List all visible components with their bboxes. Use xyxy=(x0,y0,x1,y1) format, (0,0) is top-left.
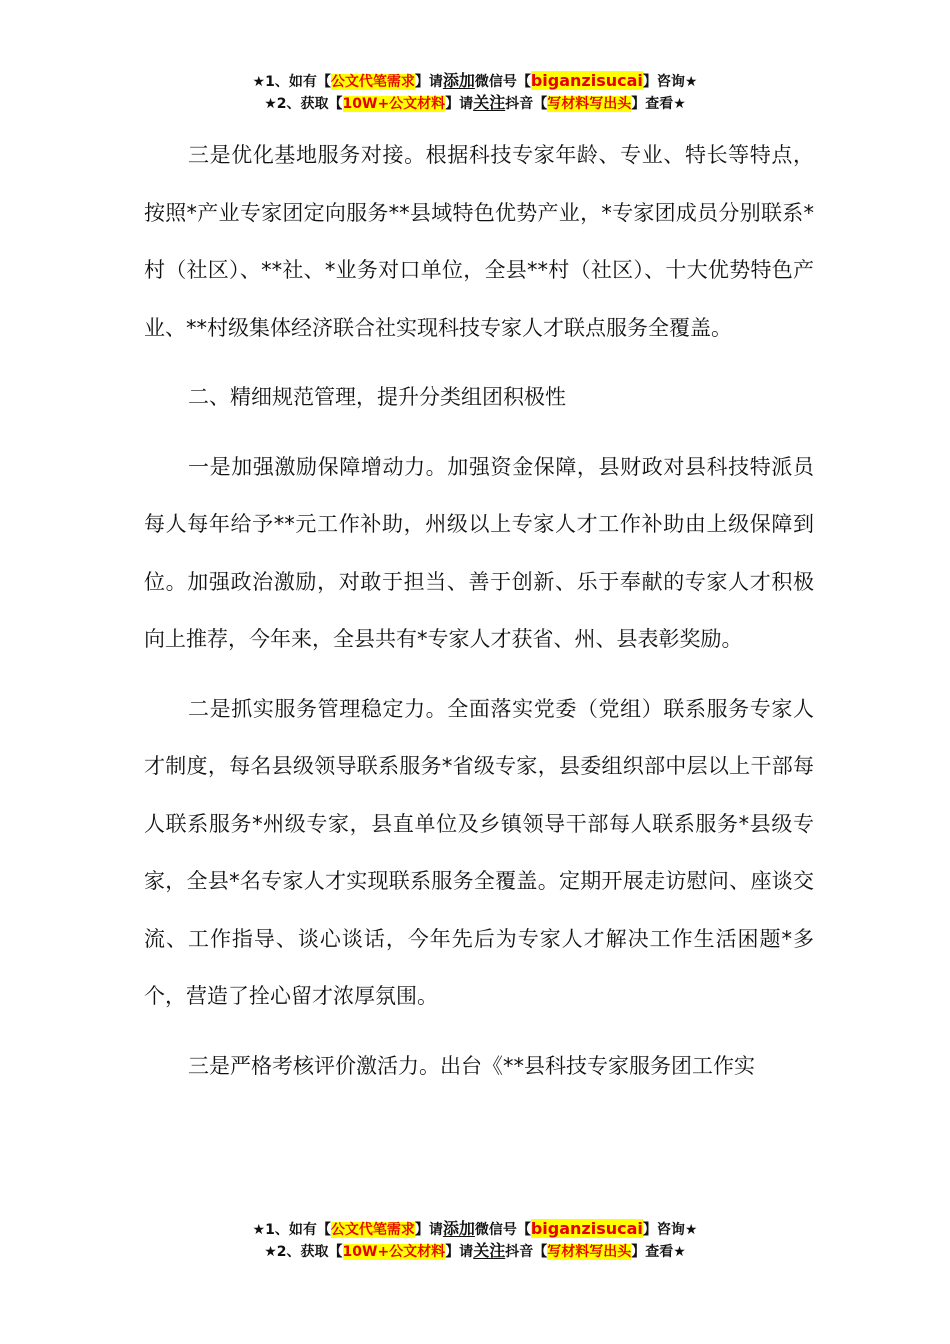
header-banner xyxy=(0,70,950,114)
paragraph: 三是优化基地服务对接。根据科技专家年龄、专业、特长等特点，按照*产业专家团定向服务**县域特色优势产业，*专家团成员分别联系*村（社区）、**社、*业务对口单位，全县**村（社区）、十大优势特色产业、**村级集体经济联合社实现科技专家人才联点服务全覆盖。 xyxy=(144,143,814,340)
banner-line-1 xyxy=(0,1218,950,1240)
highlight-text: 10W+公文材料 xyxy=(342,96,446,112)
banner-text: 】咨询★ xyxy=(642,74,698,90)
banner-text: 】请 xyxy=(414,74,443,90)
banner-text: 】请 xyxy=(445,96,474,112)
banner-text: 微信号【 xyxy=(474,74,531,90)
banner-text: ★1、如有【 xyxy=(252,1222,331,1238)
underlined-text: 添加 xyxy=(442,71,475,90)
banner-text: 微信号【 xyxy=(474,1222,531,1238)
banner-text: ★2、获取【 xyxy=(264,1244,343,1260)
underlined-text: 添加 xyxy=(442,1219,475,1238)
underlined-text: 关注 xyxy=(473,93,506,112)
wechat-id: biganzisucai xyxy=(530,71,643,90)
banner-text: 】咨询★ xyxy=(642,1222,698,1238)
banner-text: 】请 xyxy=(414,1222,443,1238)
banner-line-2 xyxy=(0,92,950,114)
paragraph: 二是抓实服务管理稳定力。全面落实党委（党组）联系服务专家人才制度，每名县级领导联系服务*省级专家，县委组织部中层以上干部每人联系服务*州级专家，县直单位及乡镇领导干部每人联系服务*县级专家，全县*名专家人才实现联系服务全覆盖。定期开展走访慰问、座谈交流、工作指导、谈心谈话，今年先后为专家人才解决工作生活困题*多个，营造了拴心留才浓厚氛围。 xyxy=(144,696,814,1008)
banner-line-1 xyxy=(0,70,950,92)
document-body xyxy=(144,127,814,1107)
underlined-text: 关注 xyxy=(473,1241,506,1260)
paragraph: 三是严格考核评价激活力。出台《**县科技专家服务团工作实 xyxy=(188,1053,755,1078)
banner-text: 抖音【 xyxy=(505,1244,548,1260)
banner-text: 】请 xyxy=(445,1244,474,1260)
douyin-id: 写材料写出头 xyxy=(547,96,632,112)
paragraph: 一是加强激励保障增动力。加强资金保障，县财政对县科技特派员每人每年给予**元工作补助，州级以上专家人才工作补助由上级保障到位。加强政治激励，对敢于担当、善于创新、乐于奉献的专家人才积极向上推荐，今年来，全县共有*专家人才获省、州、县表彰奖励。 xyxy=(144,454,814,651)
banner-text: 】查看★ xyxy=(631,96,686,112)
banner-text: 】查看★ xyxy=(631,1244,686,1260)
highlight-text: 公文代笔需求 xyxy=(330,74,415,90)
section-heading: 二、精细规范管理，提升分类组团积极性 xyxy=(188,385,566,409)
wechat-id: biganzisucai xyxy=(530,1219,643,1238)
highlight-text: 公文代笔需求 xyxy=(330,1222,415,1238)
footer-banner xyxy=(0,1218,950,1262)
douyin-id: 写材料写出头 xyxy=(547,1244,632,1260)
banner-line-2 xyxy=(0,1240,950,1262)
banner-text: 抖音【 xyxy=(505,96,548,112)
banner-text: ★2、获取【 xyxy=(264,96,343,112)
highlight-text: 10W+公文材料 xyxy=(342,1244,446,1260)
banner-text: ★1、如有【 xyxy=(252,74,331,90)
